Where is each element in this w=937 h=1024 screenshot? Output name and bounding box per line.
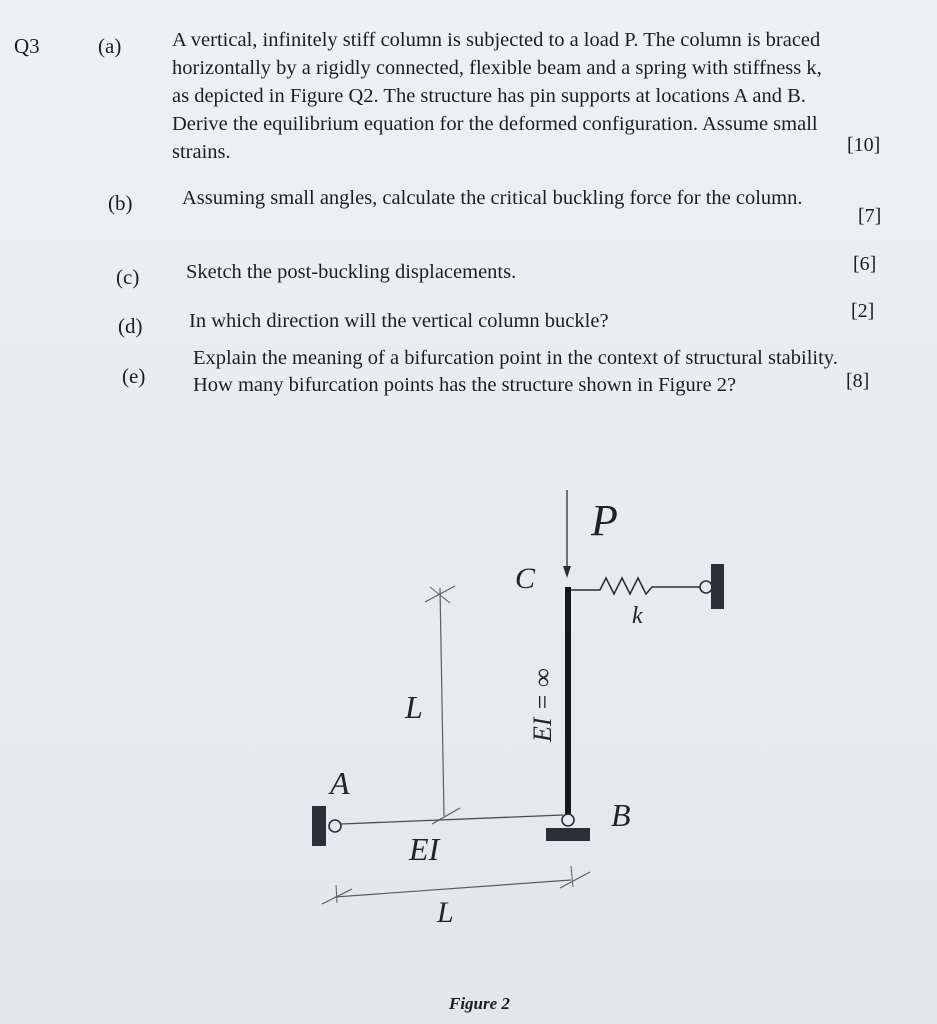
part-a-line-2: horizontally by a rigidly connected, flexible beam and a spring with stiffness k,: [172, 57, 822, 79]
part-a-line-4: Derive the equilibrium equation for the deformed configuration. Assume small: [172, 113, 818, 135]
span-label: L: [437, 896, 454, 929]
node-c-label: C: [515, 562, 536, 595]
part-a-line-3: as depicted in Figure Q2. The structure has pin supports at locations A and B.: [172, 85, 806, 107]
part-d-marks: [2]: [851, 300, 875, 322]
question-number: Q3: [14, 34, 40, 58]
column-stiffness-label: EI = ∞: [528, 668, 557, 742]
support-a-wall: [312, 806, 326, 846]
part-c-marks: [6]: [853, 253, 877, 275]
part-b-label: (b): [108, 191, 133, 215]
part-a-label: (a): [98, 34, 122, 58]
spring-label: k: [632, 603, 643, 629]
rigid-column: [565, 587, 571, 815]
part-c-label: (c): [116, 265, 140, 289]
support-a-pin: [329, 820, 341, 832]
part-b-line-1: Assuming small angles, calculate the critical buckling force for the column.: [182, 187, 803, 209]
span-dimension: [322, 866, 590, 904]
part-e-line-1: Explain the meaning of a bifurcation point in the context of structural stability.: [193, 347, 838, 369]
figure-caption: Figure 2: [449, 994, 510, 1013]
flexible-beam: [341, 815, 563, 824]
part-d-label: (d): [118, 314, 143, 338]
part-a-line-1: A vertical, infinitely stiff column is subjected to a load P. The column is braced: [172, 29, 821, 51]
part-e-label: (e): [122, 364, 146, 388]
spring: [571, 578, 700, 594]
height-dimension: [425, 586, 460, 824]
part-b-marks: [7]: [858, 205, 882, 227]
part-a-line-5: strains.: [172, 141, 231, 163]
part-d-line-1: In which direction will the vertical column buckle?: [189, 310, 609, 332]
support-a-label: A: [330, 765, 350, 801]
load-arrow: [563, 490, 571, 578]
load-label: P: [591, 496, 618, 545]
beam-stiffness-label: EI: [409, 831, 440, 867]
spring-pin: [700, 581, 712, 593]
spring-wall: [711, 564, 724, 609]
part-a-marks: [10]: [847, 134, 881, 156]
part-e-line-2: How many bifurcation points has the structure shown in Figure 2?: [193, 374, 737, 396]
height-label: L: [405, 689, 423, 725]
support-b-pin: [562, 814, 574, 826]
part-c-line-1: Sketch the post-buckling displacements.: [186, 261, 517, 283]
support-b-label: B: [611, 797, 631, 833]
support-b-ground: [546, 828, 590, 841]
part-e-marks: [8]: [846, 370, 870, 392]
